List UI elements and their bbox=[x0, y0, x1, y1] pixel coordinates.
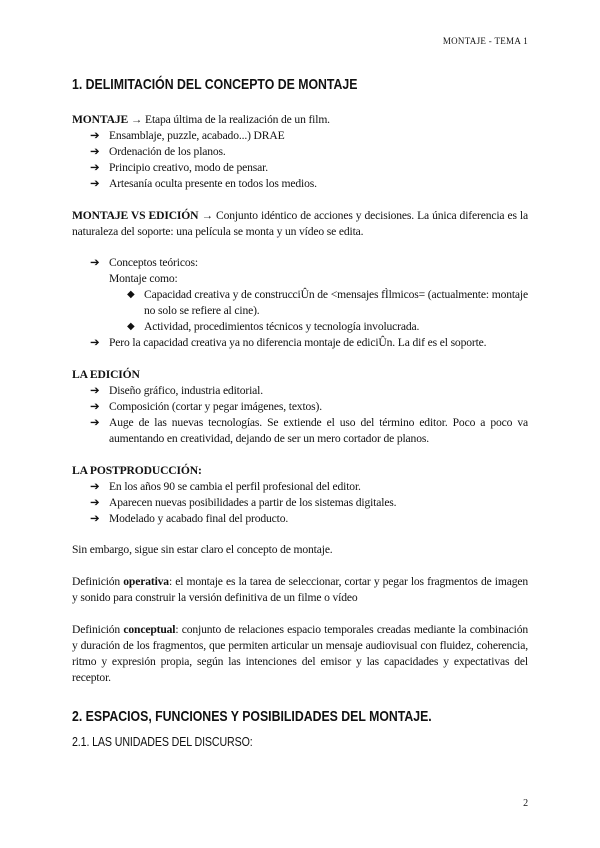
definicion-operativa bbox=[72, 574, 528, 606]
list-item bbox=[72, 495, 528, 511]
definition: : conjunto de relaciones espacio temporales creadas mediante la combinación y duración de los fragmentos, que permiten articular un mensaje audiovisual con fluidez, coherencia, ritmo y expresión propia, según las intenciones del emisor y las capacidades y expectativas del receptor. bbox=[72, 623, 529, 684]
item-text: Artesanía oculta presente en todos los medios. bbox=[109, 177, 317, 190]
item-text: Pero la capacidad creativa ya no diferencia montaje de ediciÛn. La dif es el soporte. bbox=[109, 336, 487, 349]
section-2-heading: 2. ESPACIOS, FUNCIONES Y POSIBILIDADES DEL MONTAJE. bbox=[72, 708, 432, 725]
arrow-right-icon: ➔ bbox=[90, 512, 100, 525]
term: conceptual bbox=[123, 623, 176, 636]
montaje-vs-edicion bbox=[72, 208, 528, 240]
list-item bbox=[72, 415, 528, 447]
item-text: Auge de las nuevas tecnologías. Se extiende el uso del término editor. Poco a poco va aumentando en creatividad, dejando de ser un mero cortador de planos. bbox=[109, 416, 528, 445]
list-item bbox=[72, 176, 528, 192]
arrow-right-icon: ➔ bbox=[90, 129, 100, 142]
list-item bbox=[72, 399, 528, 415]
sub-label: Montaje como: bbox=[109, 272, 178, 285]
list-item bbox=[72, 335, 528, 351]
term: operativa bbox=[123, 575, 169, 588]
term: MONTAJE VS EDICIÓN bbox=[72, 209, 199, 222]
montaje-block bbox=[72, 112, 528, 192]
arrow-right-icon: ➔ bbox=[90, 416, 100, 429]
arrow-right-icon: ➔ bbox=[90, 145, 100, 158]
term: MONTAJE → bbox=[72, 113, 143, 126]
definition: Etapa última de la realización de un film. bbox=[142, 113, 330, 126]
list-item bbox=[72, 160, 528, 176]
definition: : el montaje es la tarea de seleccionar, cortar y pegar los fragmentos de imagen y sonido para construir la versión definitiva de un filme o vídeo bbox=[72, 575, 529, 604]
subsection-2-1-heading: 2.1. LAS UNIDADES DEL DISCURSO: bbox=[72, 734, 253, 749]
definition: → Conjunto idéntico de acciones y decisiones. La única diferencia es la naturaleza del soporte: una película se monta y un vídeo se edita. bbox=[72, 209, 528, 238]
subheading: LA EDICIÓN bbox=[72, 368, 140, 381]
item-text: En los años 90 se cambia el perfil profesional del editor. bbox=[109, 480, 361, 493]
arrow-right-icon: ➔ bbox=[90, 496, 100, 509]
arrow-right-icon: ➔ bbox=[90, 161, 100, 174]
label: Definición bbox=[72, 575, 124, 588]
list-item bbox=[72, 511, 528, 527]
definicion-conceptual bbox=[72, 622, 528, 686]
arrow-right-icon: ➔ bbox=[90, 256, 100, 269]
item-text: Capacidad creativa y de construcciÛn de <mensajes fÌlmicos= (actualmente: montaje no solo se refiere al cine). bbox=[144, 288, 528, 317]
sub-list-item bbox=[72, 319, 528, 335]
list-item bbox=[72, 144, 528, 160]
diamond-icon: ◆ bbox=[127, 289, 135, 300]
item-text: Modelado y acabado final del producto. bbox=[109, 512, 289, 525]
arrow-right-icon: ➔ bbox=[90, 400, 100, 413]
arrow-right-icon: ➔ bbox=[90, 177, 100, 190]
running-header: MONTAJE - TEMA 1 bbox=[442, 36, 528, 46]
arrow-right-icon: ➔ bbox=[90, 384, 100, 397]
conceptos-block bbox=[72, 255, 528, 351]
arrow-right-icon: ➔ bbox=[90, 336, 100, 349]
list-item bbox=[72, 255, 528, 271]
item-text: Aparecen nuevas posibilidades a partir de los sistemas digitales. bbox=[109, 496, 397, 509]
list-item bbox=[72, 383, 528, 399]
item-text: Composición (cortar y pegar imágenes, textos). bbox=[109, 400, 322, 413]
item-text: Ensamblaje, puzzle, acabado...) DRAE bbox=[109, 129, 285, 142]
list-item bbox=[72, 479, 528, 495]
page-number: 2 bbox=[523, 798, 528, 809]
postproduccion-block bbox=[72, 463, 528, 527]
edicion-block bbox=[72, 367, 528, 447]
label: Definición bbox=[72, 623, 124, 636]
item-text: Conceptos teóricos: bbox=[109, 256, 198, 269]
list-item bbox=[72, 128, 528, 144]
sub-list-item bbox=[72, 287, 528, 319]
subheading: LA POSTPRODUCCIÓN: bbox=[72, 464, 202, 477]
item-text: Diseño gráfico, industria editorial. bbox=[109, 384, 263, 397]
section-1-heading: 1. DELIMITACIÓN DEL CONCEPTO DE MONTAJE bbox=[72, 76, 358, 93]
diamond-icon: ◆ bbox=[127, 321, 135, 332]
arrow-right-icon: ➔ bbox=[90, 480, 100, 493]
item-text: Actividad, procedimientos técnicos y tecnología involucrada. bbox=[144, 320, 420, 333]
item-text: Ordenación de los planos. bbox=[109, 145, 226, 158]
item-text: Principio creativo, modo de pensar. bbox=[109, 161, 268, 174]
sin-embargo-paragraph: Sin embargo, sigue sin estar claro el concepto de montaje. bbox=[72, 543, 333, 556]
